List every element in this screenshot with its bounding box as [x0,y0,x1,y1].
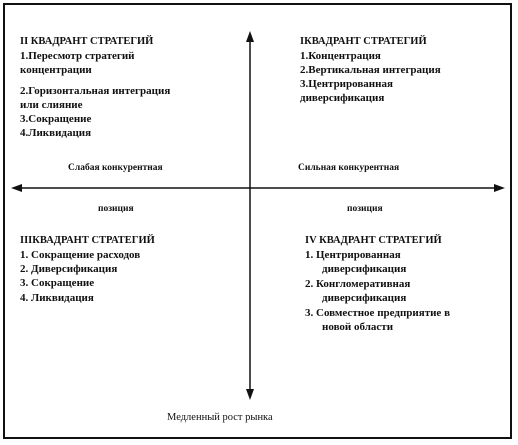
quadrant-4-item: диверсификация [322,292,407,304]
quadrant-2-item: 4.Ликвидация [20,127,92,139]
quadrant-2-title: II КВАДРАНТ СТРАТЕГИЙ [20,36,154,47]
slow-market-growth-caption: Медленный рост рынка [167,412,273,423]
quadrant-4-item: 2. Конгломеративная [305,278,411,290]
quadrant-1-item: 3.Центрированная [300,78,393,90]
quadrant-3-item: 4. Ликвидация [20,292,94,304]
quadrant-3-item: 2. Диверсификация [20,263,118,275]
arrow-right-icon [494,184,505,192]
weak-position-label-bottom: позиция [98,204,134,214]
quadrant-1-item: диверсификация [300,92,385,104]
arrow-left-icon [11,184,22,192]
quadrant-2-item: или слияние [20,99,83,111]
quadrant-4-item: новой области [322,321,394,333]
arrow-down-icon [246,389,254,400]
strong-position-label-bottom: позиция [347,204,383,214]
quadrant-4-item: 1. Центрированная [305,249,401,261]
quadrant-1-item: 1.Концентрация [300,50,381,62]
quadrant-3-title: IIIКВАДРАНТ СТРАТЕГИЙ [20,235,155,246]
strong-position-label-top: Сильная конкурентная [298,163,400,173]
quadrant-2-item: 3.Сокращение [20,113,92,125]
quadrant-2-item: концентрации [20,64,92,76]
quadrant-3-item: 3. Сокращение [20,277,95,289]
quadrant-1-title: IКВАДРАНТ СТРАТЕГИЙ [300,36,427,47]
quadrant-4-item: 3. Совместное предприятие в [305,307,451,319]
quadrant-2-item: 2.Горизонтальная интеграция [20,85,171,97]
quadrant-4-item: диверсификация [322,263,407,275]
arrow-up-icon [246,31,254,42]
quadrant-1-item: 2.Вертикальная интеграция [300,64,441,76]
quadrant-3-item: 1. Сокращение расходов [20,249,141,261]
weak-position-label-top: Слабая конкурентная [68,163,163,173]
quadrant-4-title: IV КВАДРАНТ СТРАТЕГИЙ [305,235,442,246]
quadrant-2-item: 1.Пересмотр стратегий [20,50,135,62]
